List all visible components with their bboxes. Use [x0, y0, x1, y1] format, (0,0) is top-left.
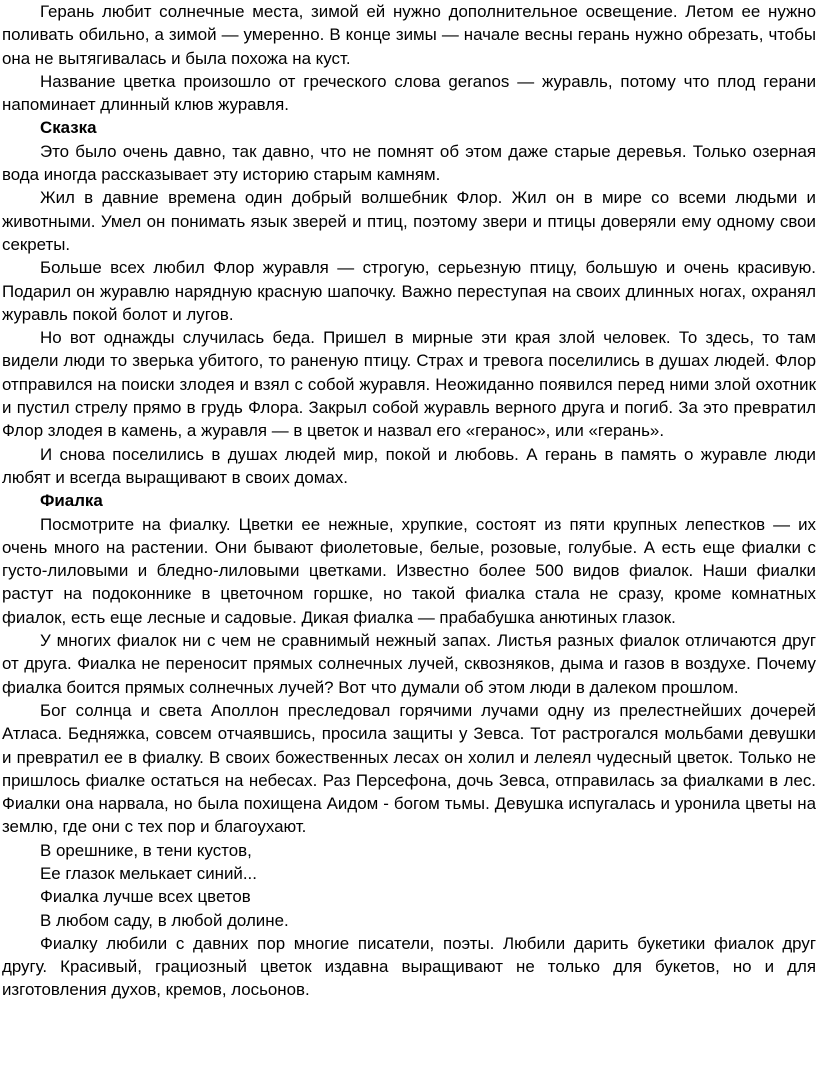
section-heading-violet: Фиалка	[40, 491, 103, 511]
poem-line: В любом саду, в любой долине.	[40, 910, 289, 930]
paragraph-geranium-care: Герань любит солнечные места, зимой ей нужно дополнительное освещение. Летом ее нужно поливать обильно, а зимой — умеренно. В конце зимы — начале весны герань нужно обрезать, чтобы она не вытягивалась и была похожа на куст.	[2, 2, 816, 68]
poem-line: Ее глазок мелькает синий...	[40, 863, 257, 883]
paragraph-violet-legend: Бог солнца и света Аполлон преследовал горячими лучами одну из прелестнейших дочерей Атласа. Бедняжка, совсем отчаявшись, просила защиты у Зевса. Тот растрогался мольбами девушки и превратил ее в фиалку. В своих божественных лесах он холил и лелеял чудесный цветок. Только не пришлось фиалке остаться на небесах. Раз Персефона, дочь Зевса, отправилась за фиалками в лес. Фиалки она нарвала, но была похищена Аидом - богом тьмы. Девушка испугалась и уронила цветы на землю, где они с тех пор и благоухают.	[2, 700, 816, 837]
paragraph-peace-restored: И снова поселились в душах людей мир, покой и любовь. А герань в память о журавле люди любят и всегда выращивают в своих домах.	[2, 444, 816, 487]
paragraph-fairytale-intro: Это было очень давно, так давно, что не помнят об этом даже старые деревья. Только озерная вода иногда рассказывает эту историю старым камням.	[2, 141, 816, 185]
poem-line: В орешнике, в тени кустов,	[40, 840, 252, 860]
paragraph-violet-description: Посмотрите на фиалку. Цветки ее нежные, хрупкие, состоят из пяти крупных лепестков — их очень много на растении. Они бывают фиолетовые, белые, розовые, голубые. А есть еще фиалки с густо-лиловыми и бледно-лиловыми цветками. Известно более 500 видов фиалок. Наши фиалки растут на подоконнике в цветочном горшке, но такой фиалка стала не сразу, кроме комнатных фиалок, есть еще лесные и садовые. Дикая фиалка — прабабушка анютиных глазок.	[2, 514, 816, 627]
paragraph-misfortune: Но вот однажды случилась беда. Пришел в мирные эти края злой человек. То здесь, то там видели люди то зверька убитого, то раненую птицу. Страх и тревога поселились в душах людей. Флор отправился на поиски злодея и взял с собой журавля. Неожиданно появился перед ними злой охотник и пустил стрелу прямо в грудь Флора. Закрыл собой журавль верного друга и погиб. За это превратил Флор злодея в камень, а журавля — в цветок и назвал его «геранос», или «герань».	[2, 328, 816, 441]
section-heading-fairytale: Сказка	[40, 118, 97, 138]
paragraph-violet-scent: У многих фиалок ни с чем не сравнимый нежный запах. Листья разных фиалок отличаются друг от друга. Фиалка не переносит прямых солнечных лучей, сквозняков, дыма и газов в воздухе. Почему фиалка боится прямых солнечных лучей? Вот что думали об этом люди в далеком прошлом.	[2, 631, 816, 697]
paragraph-violet-writers: Фиалку любили с давних пор многие писатели, поэты. Любили дарить букетики фиалок друг другу. Красивый, грациозный цветок издавна выращивают не только для букетов, но и для изготовления духов, кремов, лосьонов.	[2, 933, 816, 1000]
paragraph-wizard-flor: Жил в давние времена один добрый волшебник Флор. Жил он в мире со всеми людьми и животными. Умел он понимать язык зверей и птиц, поэтому звери и птицы доверяли ему одному свои секреты.	[2, 188, 816, 254]
paragraph-geranium-name: Название цветка произошло от греческого слова geranos — журавль, потому что плод герани напоминает длинный клюв журавля.	[2, 71, 816, 115]
poem-line: Фиалка лучше всех цветов	[40, 887, 251, 907]
paragraph-crane: Больше всех любил Флор журавля — строгую, серьезную птицу, большую и очень красивую. Подарил он журавлю нарядную красную шапочку. Важно переступая на своих длинных ногах, охранял журавль покой болот и лугов.	[2, 258, 816, 324]
